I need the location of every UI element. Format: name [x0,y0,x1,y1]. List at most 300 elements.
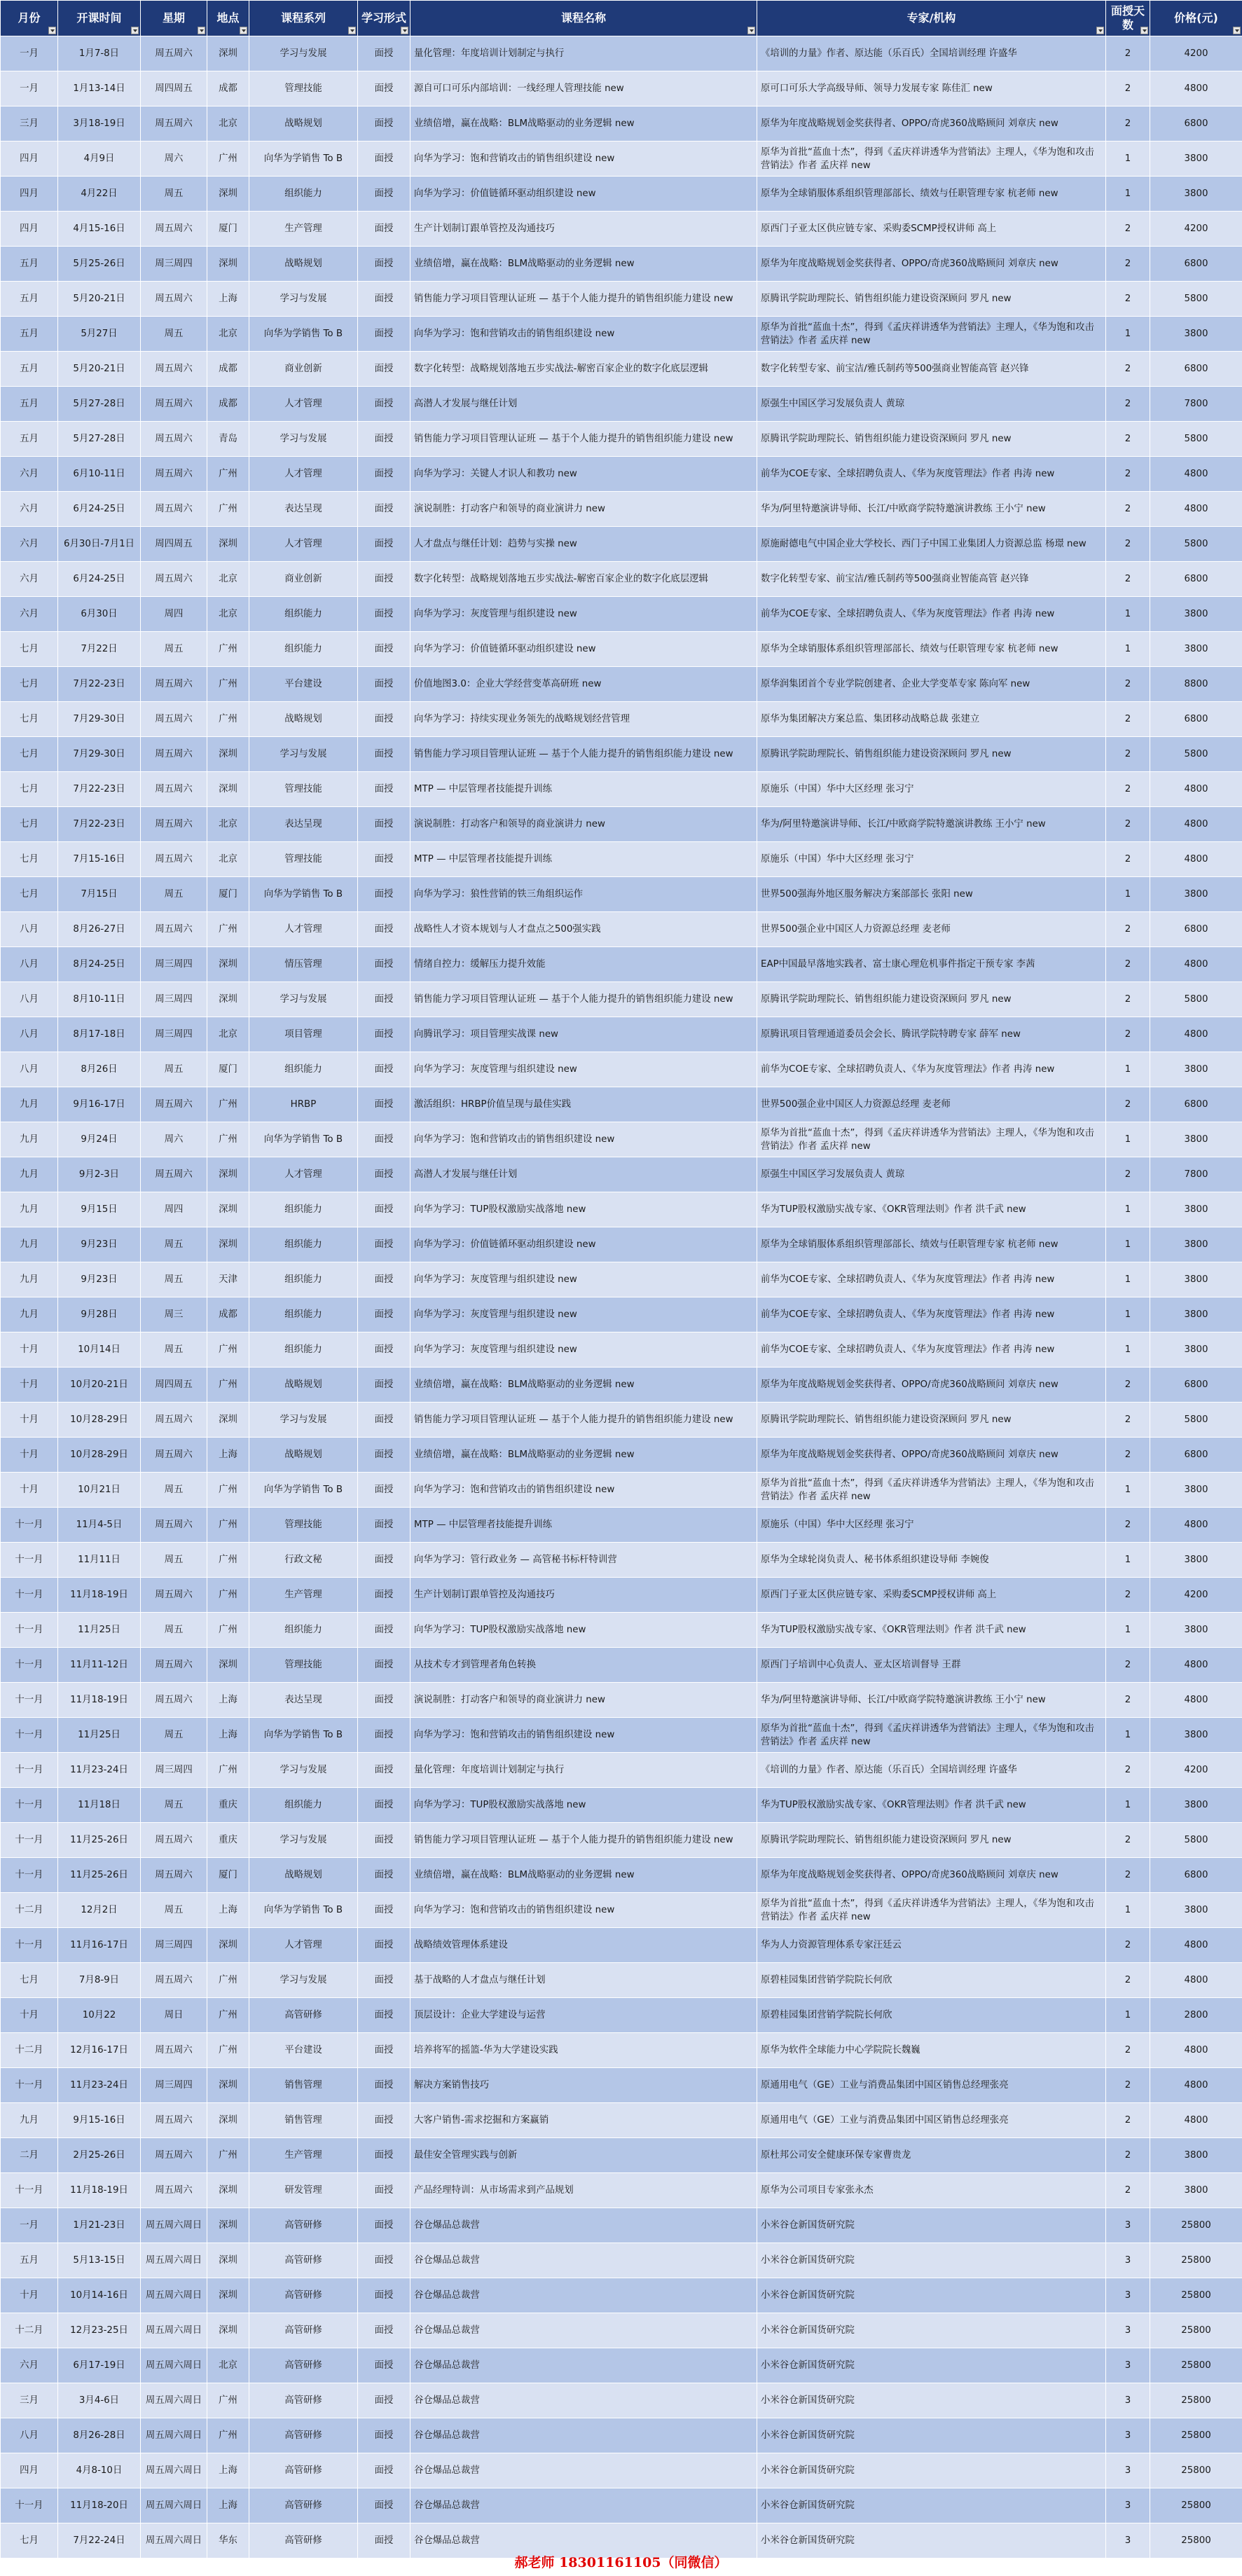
cell-expert[interactable]: 原可口可乐大学高级导师、领导力发展专家 陈佳汇 new [757,71,1106,106]
cell-weekday[interactable]: 周五周六 [141,842,207,877]
cell-location[interactable]: 广州 [207,632,249,667]
cell-course-name[interactable]: 业绩倍增，赢在战略：BLM战略驱动的业务逻辑 new [410,1858,757,1893]
cell-series[interactable]: 平台建设 [249,667,358,702]
cell-format[interactable]: 面授 [358,632,410,667]
table-row[interactable] [1,2418,1242,2453]
cell-price[interactable]: 4800 [1150,772,1242,807]
cell-weekday[interactable]: 周五周六周日 [141,2383,207,2418]
cell-course-name[interactable]: 向华为学习：饱和营销攻击的销售组织建设 new [410,1122,757,1157]
cell-series[interactable]: 战略规划 [249,1858,358,1893]
cell-price[interactable]: 4800 [1150,71,1242,106]
cell-weekday[interactable]: 周五周六周日 [141,2208,207,2243]
cell-expert[interactable]: 原腾讯学院助理院长、销售组织能力建设资深顾问 罗凡 new [757,737,1106,772]
cell-weekday[interactable]: 周四 [141,597,207,632]
cell-price[interactable]: 4800 [1150,457,1242,492]
cell-days[interactable]: 1 [1106,1052,1150,1087]
cell-course-name[interactable]: 业绩倍增，赢在战略：BLM战略驱动的业务逻辑 new [410,1368,757,1403]
cell-format[interactable]: 面授 [358,1753,410,1788]
cell-month[interactable]: 五月 [1,282,58,317]
cell-expert[interactable]: 世界500强海外地区服务解决方案部部长 张阳 new [757,877,1106,912]
cell-price[interactable]: 25800 [1150,2208,1242,2243]
cell-series[interactable]: 组织能力 [249,1262,358,1297]
cell-format[interactable]: 面授 [358,1893,410,1928]
cell-weekday[interactable]: 周五周六 [141,807,207,842]
cell-format[interactable]: 面授 [358,177,410,212]
cell-price[interactable]: 5800 [1150,527,1242,562]
cell-course-name[interactable]: 谷仓爆品总裁营 [410,2278,757,2313]
table-row[interactable] [1,1578,1242,1613]
cell-series[interactable]: 学习与发展 [249,1403,358,1438]
cell-month[interactable]: 七月 [1,772,58,807]
cell-expert[interactable]: EAP中国最早落地实践者、富士康心理危机事件指定干预专家 李茜 [757,947,1106,982]
cell-days[interactable]: 1 [1106,1192,1150,1227]
cell-expert[interactable]: 华为/阿里特邀演讲导师、长江/中欧商学院特邀演讲教练 王小宁 new [757,807,1106,842]
cell-series[interactable]: 表达呈现 [249,807,358,842]
cell-price[interactable]: 3800 [1150,1052,1242,1087]
cell-price[interactable]: 6800 [1150,1858,1242,1893]
cell-price[interactable]: 4800 [1150,1648,1242,1683]
cell-days[interactable]: 2 [1106,71,1150,106]
cell-weekday[interactable]: 周五周六 [141,212,207,247]
table-row[interactable] [1,1718,1242,1753]
cell-start-date[interactable]: 9月15-16日 [58,2103,141,2138]
cell-location[interactable]: 广州 [207,1998,249,2033]
cell-location[interactable]: 北京 [207,1017,249,1052]
cell-location[interactable]: 上海 [207,1438,249,1473]
cell-course-name[interactable]: MTP — 中层管理者技能提升训练 [410,842,757,877]
cell-series[interactable]: 高管研修 [249,2523,358,2558]
cell-days[interactable]: 3 [1106,2453,1150,2488]
cell-weekday[interactable]: 周三周四 [141,247,207,282]
cell-location[interactable]: 北京 [207,317,249,352]
cell-format[interactable]: 面授 [358,1262,410,1297]
cell-series[interactable]: 高管研修 [249,2208,358,2243]
cell-start-date[interactable]: 11月25日 [58,1613,141,1648]
cell-format[interactable]: 面授 [358,457,410,492]
cell-location[interactable]: 深圳 [207,1227,249,1262]
cell-start-date[interactable]: 11月11-12日 [58,1648,141,1683]
table-row[interactable] [1,1683,1242,1718]
cell-course-name[interactable]: 向华为学习：价值链循环驱动组织建设 new [410,632,757,667]
cell-start-date[interactable]: 9月16-17日 [58,1087,141,1122]
cell-price[interactable]: 5800 [1150,1403,1242,1438]
cell-location[interactable]: 深圳 [207,1157,249,1192]
cell-price[interactable]: 8800 [1150,667,1242,702]
cell-format[interactable]: 面授 [358,2033,410,2068]
cell-series[interactable]: 高管研修 [249,2243,358,2278]
cell-format[interactable]: 面授 [358,2208,410,2243]
cell-days[interactable]: 2 [1106,352,1150,387]
cell-month[interactable]: 十一月 [1,2488,58,2523]
cell-price[interactable]: 3800 [1150,177,1242,212]
cell-price[interactable]: 7800 [1150,1157,1242,1192]
cell-weekday[interactable]: 周五周六 [141,702,207,737]
cell-month[interactable]: 十一月 [1,2173,58,2208]
cell-month[interactable]: 九月 [1,2103,58,2138]
cell-format[interactable]: 面授 [358,1928,410,1963]
cell-location[interactable]: 厦门 [207,877,249,912]
cell-price[interactable]: 2800 [1150,1998,1242,2033]
table-row[interactable] [1,1823,1242,1858]
table-row[interactable] [1,1753,1242,1788]
cell-weekday[interactable]: 周三周四 [141,947,207,982]
cell-month[interactable]: 十月 [1,1473,58,1508]
cell-price[interactable]: 5800 [1150,737,1242,772]
cell-format[interactable]: 面授 [358,562,410,597]
cell-series[interactable]: 战略规划 [249,702,358,737]
cell-location[interactable]: 深圳 [207,247,249,282]
cell-start-date[interactable]: 5月25-26日 [58,247,141,282]
cell-month[interactable]: 九月 [1,1157,58,1192]
cell-weekday[interactable]: 周五周六 [141,106,207,142]
cell-format[interactable]: 面授 [358,1543,410,1578]
cell-days[interactable]: 2 [1106,912,1150,947]
cell-month[interactable]: 十一月 [1,1578,58,1613]
table-row[interactable] [1,947,1242,982]
cell-series[interactable]: 向华为学销售 To B [249,317,358,352]
cell-series[interactable]: 表达呈现 [249,492,358,527]
cell-start-date[interactable]: 7月22-23日 [58,772,141,807]
cell-weekday[interactable]: 周五周六 [141,562,207,597]
cell-course-name[interactable]: 人才盘点与继任计划：趋势与实操 new [410,527,757,562]
cell-month[interactable]: 五月 [1,422,58,457]
table-row[interactable] [1,2313,1242,2348]
cell-weekday[interactable]: 周五 [141,317,207,352]
cell-price[interactable]: 25800 [1150,2348,1242,2383]
col-header-start-date[interactable]: 开课时间 [58,1,141,36]
cell-days[interactable]: 2 [1106,527,1150,562]
cell-month[interactable]: 十月 [1,1403,58,1438]
cell-weekday[interactable]: 周五 [141,1718,207,1753]
cell-expert[interactable]: 原华为全球销服体系组织管理部部长、绩效与任职管理专家 杭老师 new [757,1227,1106,1262]
cell-days[interactable]: 2 [1106,1928,1150,1963]
cell-expert[interactable]: 前华为COE专家、全球招聘负责人、《华为灰度管理法》作者 冉涛 new [757,1262,1106,1297]
table-row[interactable] [1,1543,1242,1578]
cell-month[interactable]: 七月 [1,667,58,702]
cell-days[interactable]: 2 [1106,106,1150,142]
cell-location[interactable]: 成都 [207,352,249,387]
cell-price[interactable]: 25800 [1150,2418,1242,2453]
cell-expert[interactable]: 华为/阿里特邀演讲导师、长江/中欧商学院特邀演讲教练 王小宁 new [757,1683,1106,1718]
cell-price[interactable]: 25800 [1150,2243,1242,2278]
cell-course-name[interactable]: 最佳安全管理实践与创新 [410,2138,757,2173]
table-row[interactable] [1,737,1242,772]
cell-expert[interactable]: 原碧桂园集团营销学院院长何欣 [757,1963,1106,1998]
cell-price[interactable]: 3800 [1150,2173,1242,2208]
cell-days[interactable]: 2 [1106,492,1150,527]
cell-month[interactable]: 十一月 [1,1788,58,1823]
cell-series[interactable]: 向华为学销售 To B [249,1718,358,1753]
cell-course-name[interactable]: 向华为学习：饱和营销攻击的销售组织建设 new [410,1718,757,1753]
cell-start-date[interactable]: 11月25日 [58,1718,141,1753]
col-header-format[interactable]: 学习形式 [358,1,410,36]
cell-course-name[interactable]: 向华为学习：持续实现业务领先的战略规划经营管理 [410,702,757,737]
col-header-weekday[interactable]: 星期 [141,1,207,36]
cell-price[interactable]: 4800 [1150,842,1242,877]
cell-days[interactable]: 2 [1106,772,1150,807]
table-row[interactable] [1,982,1242,1017]
cell-price[interactable]: 6800 [1150,702,1242,737]
cell-format[interactable]: 面授 [358,877,410,912]
cell-location[interactable]: 广州 [207,912,249,947]
cell-expert[interactable]: 原华为首批“蓝血十杰”，得到《孟庆祥讲透华为营销法》主理人，《华为饱和攻击营销法》作者 孟庆祥 new [757,317,1106,352]
cell-days[interactable]: 1 [1106,142,1150,177]
cell-weekday[interactable]: 周五周六 [141,36,207,71]
cell-start-date[interactable]: 6月17-19日 [58,2348,141,2383]
cell-price[interactable]: 4800 [1150,947,1242,982]
cell-days[interactable]: 2 [1106,807,1150,842]
cell-location[interactable]: 北京 [207,562,249,597]
cell-start-date[interactable]: 7月15-16日 [58,842,141,877]
cell-location[interactable]: 深圳 [207,1403,249,1438]
cell-price[interactable]: 6800 [1150,1438,1242,1473]
cell-start-date[interactable]: 8月26-28日 [58,2418,141,2453]
cell-start-date[interactable]: 5月20-21日 [58,352,141,387]
cell-price[interactable]: 4800 [1150,2103,1242,2138]
cell-expert[interactable]: 原华为软件全球能力中心学院院长魏巍 [757,2033,1106,2068]
cell-series[interactable]: 高管研修 [249,2383,358,2418]
cell-expert[interactable]: 原华为首批“蓝血十杰”，得到《孟庆祥讲透华为营销法》主理人，《华为饱和攻击营销法》作者 孟庆祥 new [757,1718,1106,1753]
cell-weekday[interactable]: 周五 [141,1052,207,1087]
cell-format[interactable]: 面授 [358,842,410,877]
cell-format[interactable]: 面授 [358,1683,410,1718]
table-row[interactable] [1,1893,1242,1928]
cell-expert[interactable]: 小米谷仓新国货研究院 [757,2208,1106,2243]
cell-expert[interactable]: 原华润集团首个专业学院创建者、企业大学变革专家 陈向军 new [757,667,1106,702]
cell-days[interactable]: 2 [1106,1087,1150,1122]
cell-series[interactable]: 高管研修 [249,2278,358,2313]
cell-course-name[interactable]: 数字化转型：战略规划落地五步实战法-解密百家企业的数字化底层逻辑 [410,352,757,387]
cell-weekday[interactable]: 周五 [141,1332,207,1368]
cell-format[interactable]: 面授 [358,1858,410,1893]
cell-days[interactable]: 2 [1106,562,1150,597]
cell-series[interactable]: 组织能力 [249,1052,358,1087]
cell-weekday[interactable]: 周五周六周日 [141,2278,207,2313]
cell-start-date[interactable]: 1月7-8日 [58,36,141,71]
cell-weekday[interactable]: 周五周六周日 [141,2488,207,2523]
cell-location[interactable]: 深圳 [207,2068,249,2103]
cell-days[interactable]: 2 [1106,1963,1150,1998]
cell-start-date[interactable]: 10月28-29日 [58,1438,141,1473]
cell-series[interactable]: 战略规划 [249,247,358,282]
cell-weekday[interactable]: 周五周六 [141,282,207,317]
cell-series[interactable]: 管理技能 [249,71,358,106]
cell-price[interactable]: 5800 [1150,422,1242,457]
cell-location[interactable]: 广州 [207,2033,249,2068]
cell-location[interactable]: 成都 [207,71,249,106]
cell-series[interactable]: 商业创新 [249,562,358,597]
cell-month[interactable]: 十一月 [1,1543,58,1578]
cell-price[interactable]: 4800 [1150,1508,1242,1543]
cell-weekday[interactable]: 周四 [141,1192,207,1227]
cell-month[interactable]: 四月 [1,142,58,177]
cell-expert[interactable]: 前华为COE专家、全球招聘负责人、《华为灰度管理法》作者 冉涛 new [757,1297,1106,1332]
cell-course-name[interactable]: 业绩倍增，赢在战略：BLM战略驱动的业务逻辑 new [410,247,757,282]
cell-price[interactable]: 3800 [1150,1227,1242,1262]
table-row[interactable] [1,2383,1242,2418]
cell-month[interactable]: 七月 [1,2523,58,2558]
cell-location[interactable]: 北京 [207,807,249,842]
cell-month[interactable]: 十一月 [1,1613,58,1648]
cell-start-date[interactable]: 6月30日-7月1日 [58,527,141,562]
cell-format[interactable]: 面授 [358,1122,410,1157]
cell-expert[interactable]: 原华为集团解决方案总监、集团移动战略总裁 张建立 [757,702,1106,737]
cell-price[interactable]: 5800 [1150,282,1242,317]
cell-course-name[interactable]: 基于战略的人才盘点与继任计划 [410,1963,757,1998]
cell-format[interactable]: 面授 [358,2488,410,2523]
cell-expert[interactable]: 数字化转型专家、前宝洁/雅氏制药等500强商业智能高管 赵兴锋 [757,352,1106,387]
cell-format[interactable]: 面授 [358,1438,410,1473]
cell-expert[interactable]: 原通用电气（GE）工业与消费品集团中国区销售总经理张亮 [757,2103,1106,2138]
cell-location[interactable]: 成都 [207,1297,249,1332]
cell-course-name[interactable]: 向腾讯学习：项目管理实战课 new [410,1017,757,1052]
cell-start-date[interactable]: 12月2日 [58,1893,141,1928]
cell-series[interactable]: 学习与发展 [249,1753,358,1788]
table-row[interactable] [1,1648,1242,1683]
cell-days[interactable]: 3 [1106,2523,1150,2558]
cell-month[interactable]: 九月 [1,1297,58,1332]
cell-month[interactable]: 六月 [1,597,58,632]
cell-month[interactable]: 六月 [1,492,58,527]
cell-weekday[interactable]: 周五周六 [141,387,207,422]
cell-course-name[interactable]: 演说制胜：打动客户和领导的商业演讲力 new [410,807,757,842]
cell-location[interactable]: 深圳 [207,982,249,1017]
cell-month[interactable]: 四月 [1,177,58,212]
cell-start-date[interactable]: 4月9日 [58,142,141,177]
cell-format[interactable]: 面授 [358,2453,410,2488]
cell-price[interactable]: 3800 [1150,2138,1242,2173]
table-row[interactable] [1,1052,1242,1087]
cell-location[interactable]: 广州 [207,1122,249,1157]
cell-start-date[interactable]: 7月22-24日 [58,2523,141,2558]
cell-series[interactable]: 生产管理 [249,212,358,247]
cell-format[interactable]: 面授 [358,2383,410,2418]
table-row[interactable] [1,2138,1242,2173]
cell-expert[interactable]: 原腾讯学院助理院长、销售组织能力建设资深顾问 罗凡 new [757,1823,1106,1858]
cell-days[interactable]: 2 [1106,2138,1150,2173]
cell-location[interactable]: 北京 [207,842,249,877]
cell-series[interactable]: 组织能力 [249,1613,358,1648]
cell-price[interactable]: 3800 [1150,1262,1242,1297]
cell-expert[interactable]: 华为TUP股权激励实战专家、《OKR管理法则》作者 洪千武 new [757,1788,1106,1823]
cell-location[interactable]: 广州 [207,702,249,737]
cell-month[interactable]: 一月 [1,71,58,106]
cell-weekday[interactable]: 周三周四 [141,1017,207,1052]
cell-expert[interactable]: 原杜邦公司安全健康环保专家曹贵龙 [757,2138,1106,2173]
cell-format[interactable]: 面授 [358,982,410,1017]
cell-start-date[interactable]: 9月15日 [58,1192,141,1227]
cell-format[interactable]: 面授 [358,597,410,632]
cell-days[interactable]: 2 [1106,387,1150,422]
cell-start-date[interactable]: 5月20-21日 [58,282,141,317]
cell-start-date[interactable]: 9月23日 [58,1227,141,1262]
cell-course-name[interactable]: 销售能力学习项目管理认证班 — 基于个人能力提升的销售组织能力建设 new [410,422,757,457]
cell-series[interactable]: 管理技能 [249,842,358,877]
filter-dropdown-icon[interactable] [240,27,247,34]
table-row[interactable] [1,1368,1242,1403]
cell-month[interactable]: 七月 [1,877,58,912]
cell-month[interactable]: 十一月 [1,1753,58,1788]
cell-start-date[interactable]: 5月27-28日 [58,422,141,457]
cell-expert[interactable]: 原华为首批“蓝血十杰”，得到《孟庆祥讲透华为营销法》主理人，《华为饱和攻击营销法》作者 孟庆祥 new [757,1473,1106,1508]
cell-format[interactable]: 面授 [358,1998,410,2033]
cell-series[interactable]: 学习与发展 [249,737,358,772]
cell-month[interactable]: 二月 [1,2138,58,2173]
cell-course-name[interactable]: 向华为学习：饱和营销攻击的销售组织建设 new [410,1893,757,1928]
table-row[interactable] [1,807,1242,842]
cell-format[interactable]: 面授 [358,2418,410,2453]
cell-format[interactable]: 面授 [358,2523,410,2558]
cell-start-date[interactable]: 12月16-17日 [58,2033,141,2068]
cell-expert[interactable]: 小米谷仓新国货研究院 [757,2383,1106,2418]
cell-location[interactable]: 厦门 [207,1052,249,1087]
cell-start-date[interactable]: 10月14日 [58,1332,141,1368]
cell-series[interactable]: 学习与发展 [249,422,358,457]
table-row[interactable] [1,1227,1242,1262]
cell-location[interactable]: 广州 [207,2383,249,2418]
cell-expert[interactable]: 原强生中国区学习发展负责人 黄琼 [757,387,1106,422]
table-row[interactable] [1,877,1242,912]
cell-weekday[interactable]: 周五周六 [141,1648,207,1683]
cell-format[interactable]: 面授 [358,1718,410,1753]
cell-month[interactable]: 七月 [1,702,58,737]
cell-series[interactable]: 人才管理 [249,457,358,492]
cell-expert[interactable]: 原西门子培训中心负责人、亚太区培训督导 王群 [757,1648,1106,1683]
cell-price[interactable]: 5800 [1150,982,1242,1017]
cell-location[interactable]: 上海 [207,1893,249,1928]
cell-course-name[interactable]: 生产计划制订跟单管控及沟通技巧 [410,212,757,247]
cell-days[interactable]: 2 [1106,982,1150,1017]
cell-days[interactable]: 3 [1106,2383,1150,2418]
cell-weekday[interactable]: 周五周六 [141,2033,207,2068]
col-header-price[interactable]: 价格(元) [1150,1,1242,36]
cell-days[interactable]: 2 [1106,842,1150,877]
cell-price[interactable]: 4800 [1150,2068,1242,2103]
cell-format[interactable]: 面授 [358,387,410,422]
cell-weekday[interactable]: 周五周六 [141,1683,207,1718]
cell-format[interactable]: 面授 [358,1297,410,1332]
cell-month[interactable]: 九月 [1,1192,58,1227]
cell-month[interactable]: 一月 [1,36,58,71]
cell-expert[interactable]: 华为人力资源管理体系专家汪廷云 [757,1928,1106,1963]
cell-location[interactable]: 深圳 [207,2208,249,2243]
table-row[interactable] [1,457,1242,492]
cell-course-name[interactable]: 源自可口可乐内部培训：一线经理人管理技能 new [410,71,757,106]
table-row[interactable] [1,2173,1242,2208]
cell-days[interactable]: 1 [1106,1788,1150,1823]
cell-location[interactable]: 广州 [207,2418,249,2453]
cell-start-date[interactable]: 7月29-30日 [58,737,141,772]
table-row[interactable] [1,1928,1242,1963]
table-row[interactable] [1,1192,1242,1227]
cell-month[interactable]: 九月 [1,1122,58,1157]
cell-weekday[interactable]: 周五周六 [141,1438,207,1473]
cell-start-date[interactable]: 8月24-25日 [58,947,141,982]
cell-price[interactable]: 3800 [1150,1192,1242,1227]
cell-expert[interactable]: 原华为年度战略规划金奖获得者、OPPO/奇虎360战略顾问 刘章庆 new [757,1438,1106,1473]
cell-course-name[interactable]: 价值地图3.0：企业大学经营变革高研班 new [410,667,757,702]
cell-price[interactable]: 6800 [1150,247,1242,282]
cell-location[interactable]: 北京 [207,597,249,632]
cell-series[interactable]: 组织能力 [249,1192,358,1227]
cell-expert[interactable]: 《培训的力量》作者、原达能（乐百氏）全国培训经理 许盛华 [757,1753,1106,1788]
cell-start-date[interactable]: 11月25-26日 [58,1823,141,1858]
cell-weekday[interactable]: 周五周六 [141,912,207,947]
cell-format[interactable]: 面授 [358,1052,410,1087]
cell-series[interactable]: 学习与发展 [249,1823,358,1858]
cell-days[interactable]: 2 [1106,1508,1150,1543]
cell-course-name[interactable]: 销售能力学习项目管理认证班 — 基于个人能力提升的销售组织能力建设 new [410,737,757,772]
